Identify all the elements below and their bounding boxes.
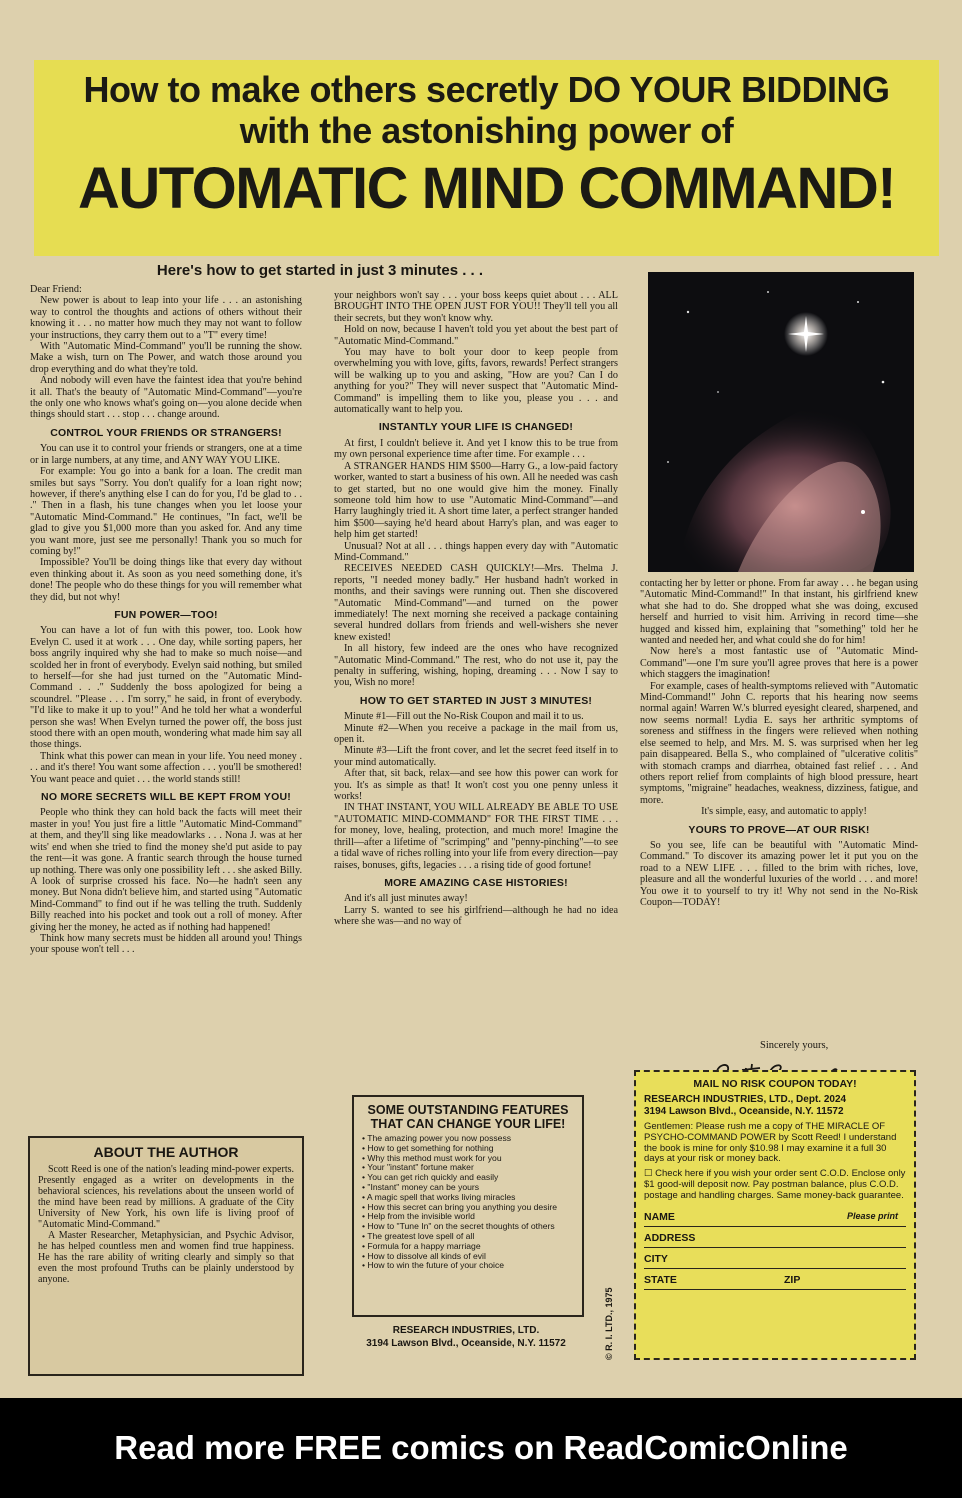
- closing-text: Sincerely yours,: [760, 1040, 829, 1051]
- list-item: • The amazing power you now possess: [362, 1134, 574, 1144]
- publisher-address: 3194 Lawson Blvd., Oceanside, N.Y. 11572: [366, 1338, 566, 1349]
- section-heading: CONTROL YOUR FRIENDS OR STRANGERS!: [50, 426, 282, 439]
- state-label: STATE: [644, 1273, 677, 1286]
- zip-label: ZIP: [784, 1273, 801, 1286]
- coupon-order-text: Gentlemen: Please rush me a copy of THE MIRACLE OF PSYCHO-COMMAND POWER by Scott Reed! I understand the book is mine for only $10.98 I may examine it a full 30 days at your risk or money back.: [644, 1121, 897, 1165]
- paragraph: Hold on now, because I haven't told you yet about the best part of "Automatic Mind-Command.": [334, 324, 618, 347]
- address-field[interactable]: [644, 1227, 906, 1248]
- paragraph: Think what this power can mean in your life. You need money . . . and it's there! You want some affection . . . you'll be smothered! You want peace and quiet . . . the world stands still!: [30, 750, 302, 785]
- publisher-name: RESEARCH INDUSTRIES, LTD.: [392, 1325, 540, 1336]
- paragraph: contacting her by letter or phone. From far away . . . he began using "Automatic Mind-Command!" In that instant, his girlfriend knew what she had to do. She dropped what she was doing, excused herself and hurried to visit him. Arriving in record time—she hugged and kissed him, explaining that "something" told her he wanted and needed her, and what could she do for him!: [640, 578, 918, 647]
- state-zip-field[interactable]: [644, 1269, 906, 1290]
- order-coupon[interactable]: [634, 1070, 916, 1360]
- salutation: Dear Friend:: [30, 284, 82, 295]
- paragraph: It's simple, easy, and automatic to apply!: [701, 806, 867, 818]
- body-column-1: [30, 284, 302, 1054]
- paragraph: At first, I couldn't believe it. And yet I know this to be true from my own personal experience time after time. For example . . .: [334, 437, 618, 461]
- features-box: [352, 1095, 584, 1317]
- paragraph: For example: You go into a bank for a loan. The credit man smiles but says "Sorry. You don't qualify for a loan right now; however, if there's anything else I can do for you, I'd be glad to . . ." Then in a flash, his tune changes when you let loose your "Automatic Mind-Command." He continues, "In fact, we'll be glad to give you $1,000 more than you asked for. And any time you want more, just see me personally! Thank you so much for coming by!": [30, 466, 302, 557]
- section-heading: MORE AMAZING CASE HISTORIES!: [384, 876, 568, 889]
- city-label: CITY: [644, 1252, 668, 1265]
- features-list: [362, 1134, 574, 1271]
- paragraph: After that, sit back, relax—and see how this power can work for you. It's as simple as that! It won't cost you one penny unless it works!: [334, 768, 618, 803]
- section-heading: HOW TO GET STARTED IN JUST 3 MINUTES!: [359, 694, 593, 707]
- print-hint: Please print: [846, 1210, 898, 1221]
- site-banner[interactable]: Read more FREE comics on ReadComicOnline: [0, 1398, 962, 1498]
- list-item: • The greatest love spell of all: [362, 1232, 574, 1242]
- paragraph: A STRANGER HANDS HIM $500—Harry G., a low-paid factory worker, wanted to start a business of his own. All he needed was cash to get started, but no one would give him the money. Finally someone told him how to use "Automatic Mind-Command"—and Harry laughingly tried it. A short time later, a perfect stranger handed him $500—saying he'd heard about Harry's plan, and was eager to help him get started!: [334, 460, 618, 541]
- paragraph: Now here's a most fantastic use of "Automatic Mind-Command"—one I'm sure you'll agree proves that here is a power which staggers the imagination!: [640, 646, 918, 681]
- section-heading: INSTANTLY YOUR LIFE IS CHANGED!: [378, 421, 574, 434]
- author-bio: Scott Reed is one of the nation's leading mind-power experts. Presently engaged as a writer on developments in the behavioral sciences, his revelations about the unseen world of the mind have been read by millions. A graduate of the City University of New York, his own life is living proof of "Automatic Mind-Command.": [38, 1164, 294, 1230]
- author-box-title: ABOUT THE AUTHOR: [93, 1144, 239, 1160]
- list-item: • How to dissolve all kinds of evil: [362, 1252, 574, 1262]
- list-item: • "Instant" money can be yours: [362, 1183, 574, 1193]
- list-item: • Formula for a happy marriage: [362, 1242, 574, 1252]
- publisher-info: [330, 1324, 602, 1350]
- paragraph: For example, cases of health-symptoms relieved with "Automatic Mind-Command!" John C. reports that his hearing now seems normal again! Warren W.'s blurred eyesight cleared, sharpened, and now seems normal! Lydia E. says her arthritic symptoms of soreness and stiffness in the fingers were relieved when nothing else seemed to help, and Mrs. M. S. was surprised when her leg pain disappeared. Bella S., who complained of "ulcerative colitis" with stomach cramps and diarrhea, obtained fast relief . . . And others report relief from complaints of high blood pressure, heart symptoms, "migraine" headaches, weakness, dizziness, fatigue, and more.: [640, 680, 918, 806]
- paragraph: People who think they can hold back the facts will meet their master in you! You just fire a little "Automatic Mind-Command" at them, and they'll sing like meadowlarks . . . Nona J. was at her wits' end when she tried to find the money she'd put aside to pay the rent—it was gone. A frantic search through the house turned up nothing. There was only one possibility left . . . she asked Billy. A look of surprise crossed his face. No—he hadn't seen any money. But Nona didn't believe him, and started using "Automatic Mind-Command" to find out if he was telling the truth. Suddenly Billy reached into his pocket and took out a roll of money. After giving her the money, he acted as if nothing had happened!: [30, 807, 302, 933]
- section-heading: NO MORE SECRETS WILL BE KEPT FROM YOU!: [41, 791, 291, 804]
- paragraph: You may have to bolt your door to keep people from overwhelming you with love, gifts, favors, rewards! Perfect strangers will be walking up to you and asking, "How are you? Can I do anything for you?" They will never suspect that "Automatic Mind-Command" is impelling them to like you, please you . . . and automatically want to help you.: [334, 347, 618, 416]
- list-item: • Why this method must work for you: [362, 1154, 574, 1164]
- coupon-company: RESEARCH INDUSTRIES, LTD., Dept. 2024: [644, 1094, 847, 1105]
- paragraph: With "Automatic Mind-Command" you'll be running the show. Make a wish, turn on The Power, and watch those around you drop everything and do what they're told.: [30, 341, 302, 375]
- list-item: • How to get something for nothing: [362, 1144, 574, 1154]
- coupon-address: 3194 Lawson Blvd., Oceanside, N.Y. 11572: [644, 1106, 844, 1117]
- paragraph: Minute #1—Fill out the No-Risk Coupon and mail it to us.: [344, 711, 584, 723]
- coupon-cod-checkbox[interactable]: ☐ Check here if you wish your order sent C.O.D. Enclose only $1 good-will deposit now. Pay postman balance, plus C.O.D. postage and handling charges. Same money-back guarantee.: [644, 1168, 906, 1201]
- paragraph: And nobody will even have the faintest idea that you're behind it all. That's the beauty of "Automatic Mind-Command"—you're the only one who knows what's going on—you alone decide when things should start . . . stop . . . change around.: [30, 375, 302, 421]
- body-column-2: [334, 290, 618, 1054]
- list-item: • How to win the future of your choice: [362, 1261, 574, 1271]
- paragraph: And it's all just minutes away!: [344, 893, 468, 905]
- coupon-title: MAIL NO RISK COUPON TODAY!: [693, 1078, 857, 1090]
- nebula-illustration: [648, 272, 914, 572]
- section-heading: YOURS TO PROVE—AT OUR RISK!: [688, 823, 870, 836]
- list-item: • A magic spell that works living miracles: [362, 1193, 574, 1203]
- paragraph: New power is about to leap into your life . . . an astonishing way to control the thoughts and actions of others without their knowing it . . . no matter how much they may not want to follow your instructions, they carry them out to a "T" every time!: [30, 295, 302, 341]
- section-heading: FUN POWER—TOO!: [114, 608, 218, 621]
- list-item: • How this secret can bring you anything you desire: [362, 1203, 574, 1213]
- paragraph: your neighbors won't say . . . your boss keeps quiet about . . . ALL BROUGHT INTO THE OPEN JUST FOR YOU!! They'll tell you all their secrets, but they won't know why.: [334, 290, 618, 324]
- paragraph: Impossible? You'll be doing things like that every day without even thinking about it. As soon as you need something done, it's done! The people who do these things for you will remember what they did, but not why!: [30, 557, 302, 603]
- features-title: SOME OUTSTANDING FEATURES THAT CAN CHANGE YOUR LIFE!: [367, 1103, 569, 1131]
- paragraph: You can use it to control your friends or strangers, one at a time or in large numbers, at any time, and ANY WAY YOU LIKE.: [30, 443, 302, 466]
- paragraph: In all history, few indeed are the ones who have recognized "Automatic Mind-Command." The rest, who do not use it, pay the penalty in suffering, wishing, hoping, dreaming . . . Now I say to you, Wish no more!: [334, 643, 618, 689]
- list-item: • How to "Tune In" on the secret thoughts of others: [362, 1222, 574, 1232]
- body-column-3: [640, 578, 918, 1048]
- headline-line-1: How to make others secretly DO YOUR BIDDING: [83, 69, 890, 110]
- space-nebula-photo: [648, 272, 914, 572]
- list-item: • Help from the invisible world: [362, 1212, 574, 1222]
- city-field[interactable]: [644, 1248, 906, 1269]
- headline-line-3: AUTOMATIC MIND COMMAND!: [77, 156, 896, 221]
- paragraph: You can have a lot of fun with this power, too. Look how Evelyn C. used it at work . . . One day, while sorting papers, her boss angrily inquired why she had to make so much noise—and scolded her in front of everybody. Evelyn said nothing, but smiled to herself—for she had just turned on the "Automatic Mind-Command . . ." Suddenly the boss apologized for being a scoundrel. "Please . . . I'm sorry," he said, in front of everybody. "I'd like to make it up to you!" And he told her what a wonderful person she was! When Evelyn turned the power off, the boss just stood there with an open mouth, wondering what made him say all those things.: [30, 625, 302, 751]
- paragraph: Think how many secrets must be hidden all around you! Things your spouse won't tell . . .: [30, 932, 302, 956]
- name-field[interactable]: [644, 1206, 906, 1227]
- name-label: NAME: [644, 1210, 675, 1223]
- headline-line-2: with the astonishing power of: [239, 110, 734, 151]
- list-item: • Your "instant" fortune maker: [362, 1163, 574, 1173]
- paragraph: Minute #3—Lift the front cover, and let the secret feed itself in to your mind automatically.: [334, 745, 618, 768]
- paragraph: IN THAT INSTANT, YOU WILL ALREADY BE ABLE TO USE "AUTOMATIC MIND-COMMAND" FOR THE FIRST TIME . . . for money, love, healing, protection, and much more! Imagine the thrill—after a lifetime of "scrimping" and "penny-pinching"—to see a tidal wave of riches rolling into your life from every direction—pay raises, bonuses, gifts, legacies . . . a rising tide of good fortune!: [334, 802, 618, 871]
- subheadline: Here's how to get started in just 3 minutes . . .: [156, 262, 484, 279]
- paragraph: RECEIVES NEEDED CASH QUICKLY!—Mrs. Thelma J. reports, "I needed money badly." Her husband hadn't worked in months, and their savings were running out. Then she discovered "Automatic Mind-Command"—and turned on the power immediately! The next morning she received a package containing several hundred dollars from friends and well-wishers she never knew existed!: [334, 563, 618, 643]
- author-bio: A Master Researcher, Metaphysician, and Psychic Advisor, he has helped countless men and women find true happiness. He has the rare ability of writing clearly and simply so that even the most profound Truths can be plainly understood by anyone.: [38, 1230, 294, 1285]
- paragraph: Larry S. wanted to see his girlfriend—although he had no idea where she was—and no way of: [334, 904, 618, 928]
- paragraph: So you see, life can be beautiful with "Automatic Mind-Command." To discover its amazing power let it put you on the road to a NEW LIFE . . . filled to the brim with riches, love, pleasure and all the wonderful luxuries of the world . . . and more! You owe it to yourself to try it! Why not send in the No-Risk Coupon—TODAY!: [640, 839, 918, 908]
- paragraph: Unusual? Not at all . . . things happen every day with "Automatic Mind-Command.": [334, 540, 618, 563]
- headline-banner: [34, 60, 939, 256]
- list-item: • You can get rich quickly and easily: [362, 1173, 574, 1183]
- address-label: ADDRESS: [644, 1231, 696, 1244]
- about-author-box: [28, 1136, 304, 1376]
- copyright-notice: © R. I. LTD., 1975: [604, 1287, 614, 1360]
- paragraph: Minute #2—When you receive a package in the mail from us, open it.: [334, 722, 618, 746]
